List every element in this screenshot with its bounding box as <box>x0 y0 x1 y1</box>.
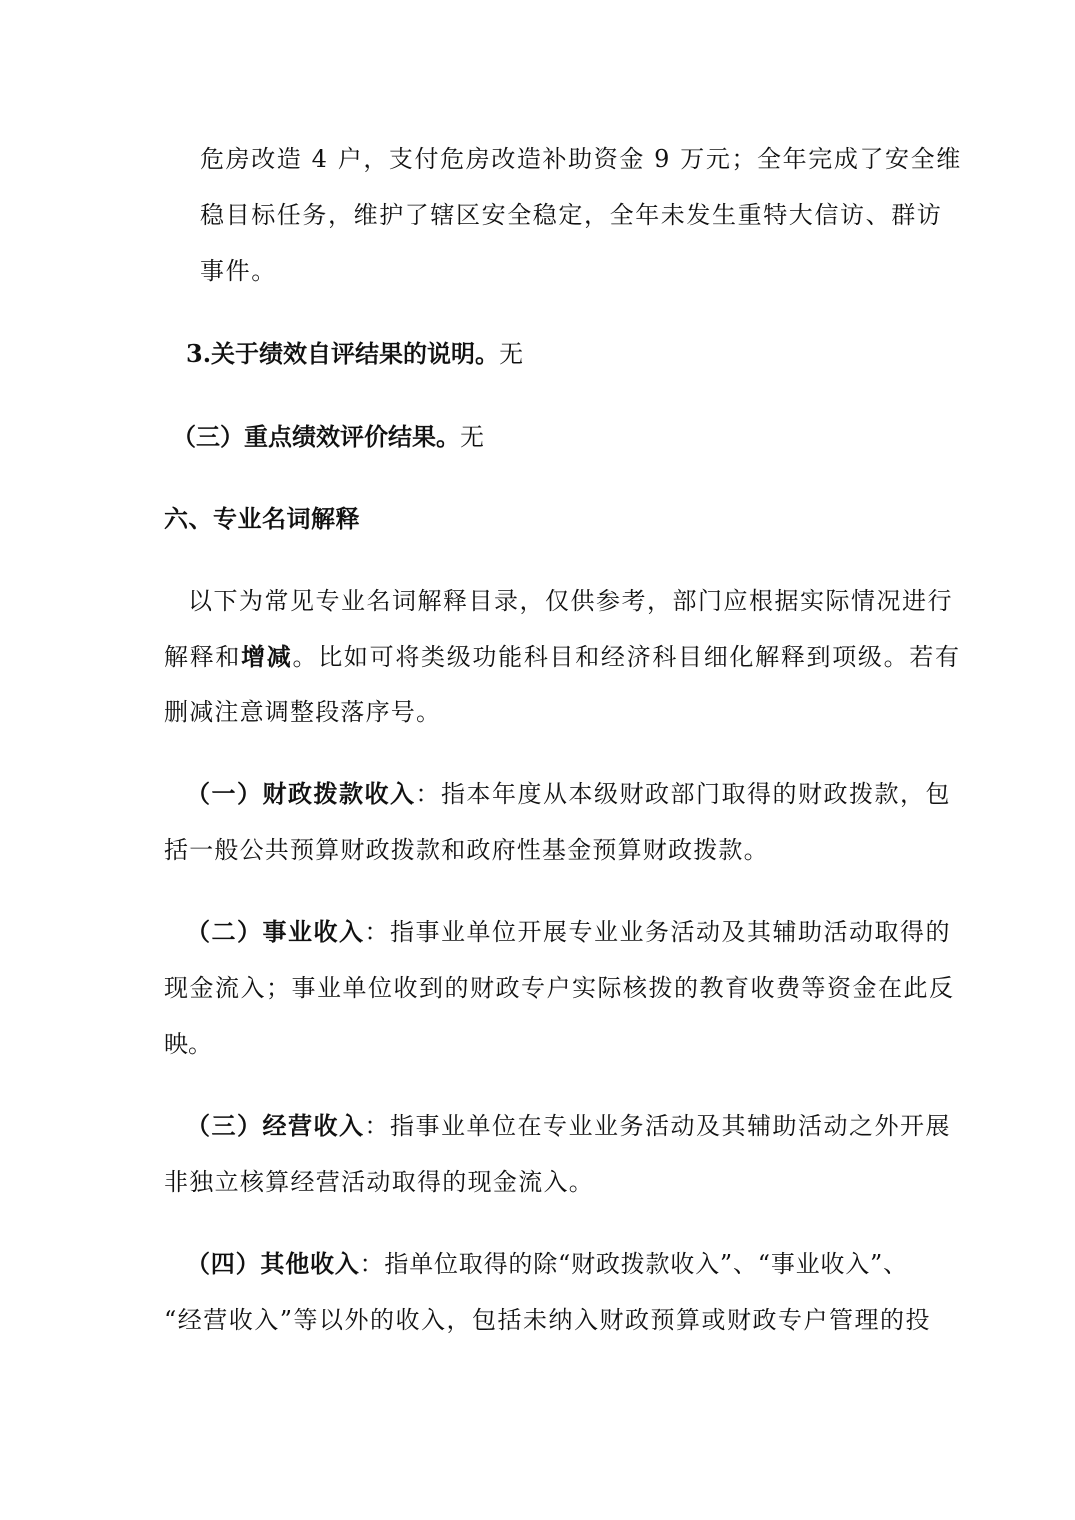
term-line: 括一般公共预算财政拨款和政府性基金预算财政拨款。 <box>164 836 769 864</box>
term-definition: ：指单位取得的除“财政拨款收入”、“事业收入”、 <box>359 1250 908 1278</box>
term-line <box>186 1249 908 1279</box>
term-line <box>186 1111 951 1141</box>
subheading-label: 3.关于绩效自评结果的说明。 <box>186 339 500 368</box>
intro-line: 删减注意调整段落序号。 <box>164 698 442 726</box>
term-definition: ：指事业单位开展专业业务活动及其辅助活动取得的 <box>364 918 951 946</box>
term-definition: ：指事业单位在专业业务活动及其辅助活动之外开展 <box>364 1112 951 1140</box>
term-label: （四）其他收入 <box>186 1249 360 1278</box>
subheading-key-performance-results <box>172 422 484 452</box>
subheading-value: 无 <box>499 340 524 368</box>
intro-line <box>164 642 961 672</box>
intro-text: 。比如可将类级功能科目和经济科目细化解释到项级。若有 <box>292 643 961 671</box>
term-line: “经营收入”等以外的收入，包括未纳入财政预算或财政专户管理的投 <box>164 1306 932 1334</box>
term-label: （二）事业收入 <box>186 917 365 946</box>
term-label: （一）财政拨款收入 <box>186 779 416 808</box>
subheading-performance-self-evaluation <box>186 339 523 369</box>
section-heading-terminology: 六、专业名词解释 <box>164 504 360 533</box>
intro-line: 以下为常见专业名词解释目录，仅供参考，部门应根据实际情况进行 <box>188 587 953 615</box>
paragraph-line: 事件。 <box>200 257 277 285</box>
term-line <box>186 779 951 809</box>
term-label: （三）经营收入 <box>186 1111 365 1140</box>
intro-emphasis: 增减 <box>241 642 293 671</box>
term-line: 映。 <box>164 1030 212 1058</box>
term-line <box>186 917 951 947</box>
paragraph-line: 稳目标任务，维护了辖区安全稳定，全年未发生重特大信访、群访 <box>200 201 943 229</box>
subheading-value: 无 <box>460 423 484 451</box>
term-line: 非独立核算经营活动取得的现金流入。 <box>164 1168 595 1196</box>
intro-text: 解释和 <box>164 643 242 671</box>
paragraph-line: 危房改造 4 户，支付危房改造补助资金 9 万元；全年完成了安全维 <box>200 145 962 173</box>
term-line: 现金流入；事业单位收到的财政专户实际核拨的教育收费等资金在此反 <box>164 974 955 1002</box>
subheading-label: （三）重点绩效评价结果。 <box>172 422 460 451</box>
term-definition: ：指本年度从本级财政部门取得的财政拨款，包 <box>415 780 951 808</box>
